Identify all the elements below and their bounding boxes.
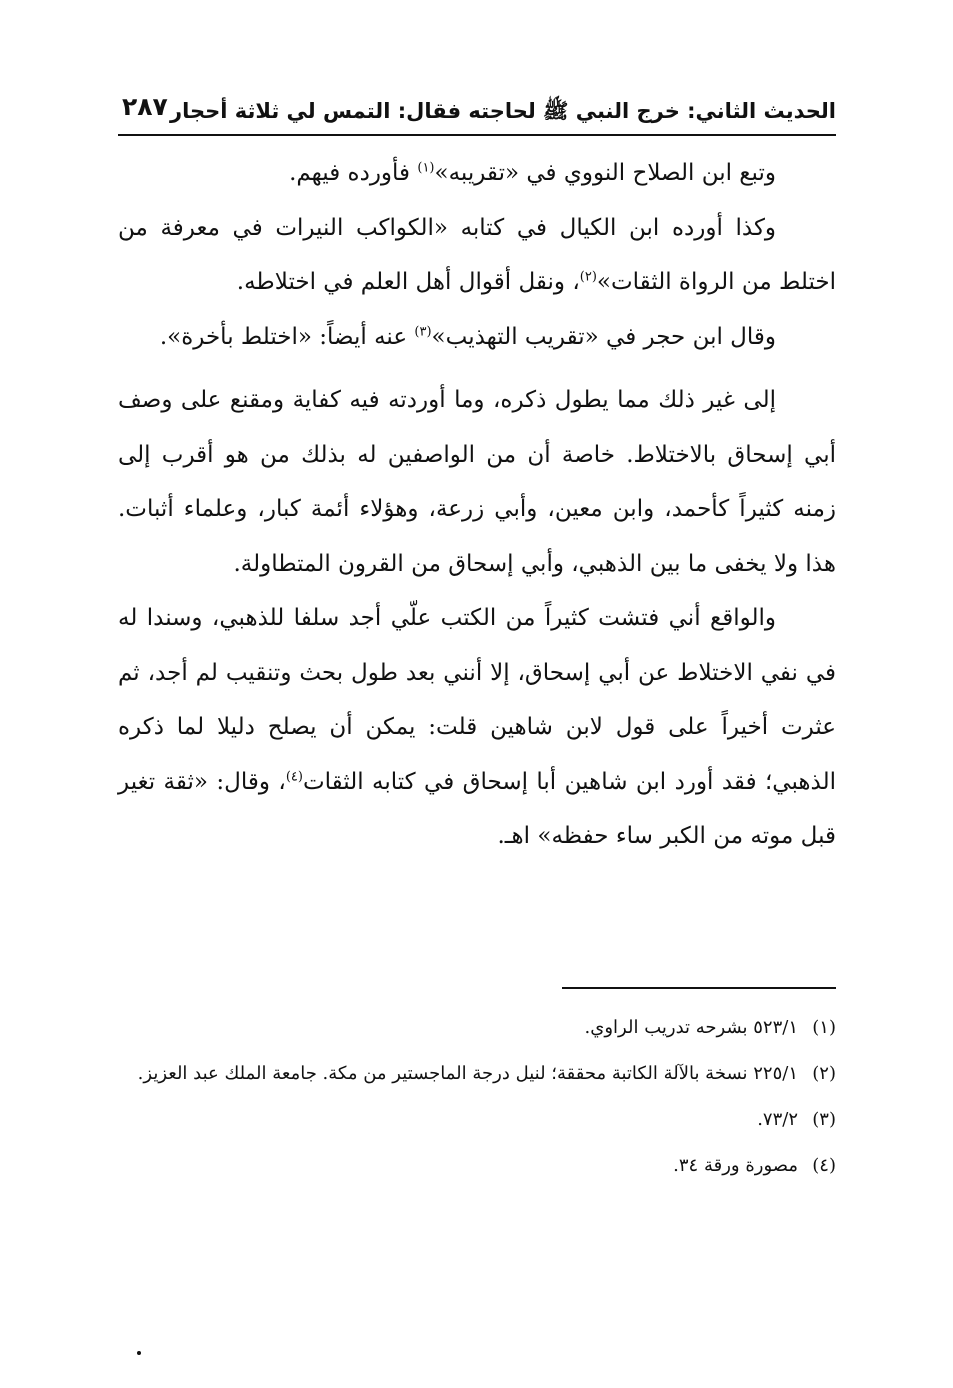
header-title: الحديث الثاني: خرج النبي ﷺ لحاجته فقال: التمس لي ثلاثة أحجار (170, 99, 836, 123)
paragraph-4: إلى غير ذلك مما يطول ذكره، وما أوردته فيه كفاية ومقنع على وصف أبي إسحاق بالاختلاط. خاصة أن من الواصفين له بذلك من هو أقرب إلى زمنه كثيراً كأحمد، وابن معين، وأبي زرعة، وهؤلاء أئمة كبار، وعلماء أثبات. هذا ولا يخفى ما بين الذهبي، وأبي إسحاق من القرون المتطاولة. (118, 387, 836, 577)
footnote-2 (118, 1051, 836, 1097)
footnote-4 (118, 1143, 836, 1189)
header-rule (118, 134, 836, 136)
footnote-text: ٢٢٥/١ نسخة بالآلة الكاتبة محققة؛ لنيل درجة الماجستير من مكة. جامعة الملك عبد العزيز. (137, 1063, 798, 1084)
scan-speck (137, 1351, 141, 1355)
footnotes (118, 1005, 836, 1189)
footnote-text: ٧٣/٢. (757, 1109, 798, 1130)
body-text (118, 146, 836, 864)
paragraph-5: والواقع أني فتشت كثيراً من الكتب علّي أجد سلفا للذهبي، وسندا له في نفي الاختلاط عن أبي إسحاق، إلا أنني بعد طول بحث وتنقيب لم أجد، ثم عثرت أخيراً على قول لابن شاهين قلت: يمكن أن يصلح دليلا لما ذكره الذهبي؛ فقد أورد ابن شاهين أبا إسحاق في كتابه الثقات$^{(٤)}$، وقال: «ثقة تغير قبل موته من الكبر ساء حفظه» اهـ. (118, 605, 836, 849)
footnote-number: (١) (812, 1017, 836, 1038)
footnote-ref-3: (٣) (414, 323, 432, 339)
footnote-number: (٤) (812, 1155, 836, 1176)
footnote-text: ٥٢٣/١ بشرحه تدريب الراوي. (584, 1017, 798, 1038)
footnote-1 (118, 1005, 836, 1051)
footnote-ref-4: (٤) (285, 768, 303, 784)
footnote-ref-2: (٢) (579, 269, 597, 285)
paragraph-2: وكذا أورده ابن الكيال في كتابه «الكواكب النيرات في معرفة من اختلط من الرواة الثقات»$^{(٢)}$، ونقل أقوال أهل العلم في اختلاطه. (118, 214, 836, 295)
footnote-text: مصورة ورقة ٣٤. (673, 1155, 798, 1176)
footnote-number: (٣) (812, 1109, 836, 1130)
footnote-rule (562, 987, 836, 989)
paragraph-1: وتبع ابن الصلاح النووي في «تقريبه»$^{(١)}$ فأورده فيهم. (289, 160, 776, 186)
footnote-3 (118, 1097, 836, 1143)
paragraph-3: وقال ابن حجر في «تقريب التهذيب»$^{(٣)}$ عنه أيضاً: «اختلط بأخرة». (159, 323, 776, 350)
footnote-ref-1: (١) (417, 160, 435, 176)
running-header (118, 92, 836, 132)
footnote-number: (٢) (812, 1063, 836, 1084)
page-number: ٢٨٧ (122, 92, 168, 121)
